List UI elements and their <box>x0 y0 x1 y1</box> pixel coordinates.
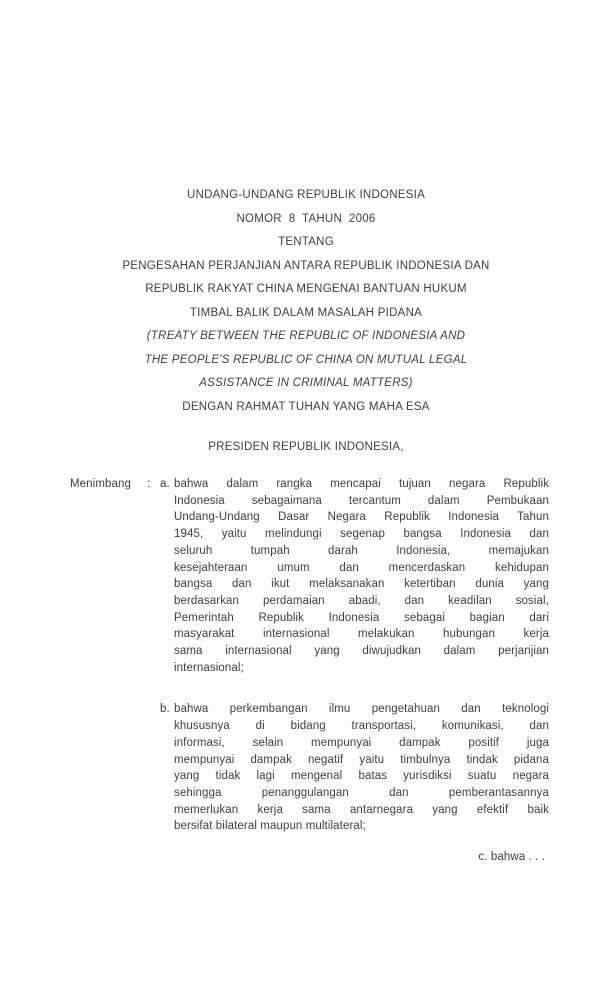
page-catchword: c. bahwa . . . <box>478 851 545 863</box>
item-a-line: masyarakat internasional melakukan hubungan kerja <box>174 628 549 641</box>
law-number-line: NOMOR 8 TAHUN 2006 <box>236 212 376 225</box>
item-a-line: seluruh tumpah darah Indonesia, memajukan <box>174 544 549 557</box>
item-a-line: bangsa dan ikut melaksanakan ketertiban dunia yang <box>174 578 549 591</box>
considering-item-b <box>160 701 549 835</box>
subject-line-2: REPUBLIK RAKYAT CHINA MENGENAI BANTUAN HUKUM <box>145 283 467 295</box>
treaty-title-line-3: ASSISTANCE IN CRIMINAL MATTERS) <box>199 377 413 389</box>
item-marker-b: b. <box>160 703 170 716</box>
item-a-line: Indonesia sebagaimana tercantum dalam Pembukaan <box>174 494 549 507</box>
item-b-line: bahwa perkembangan ilmu pengetahuan dan teknologi <box>174 703 549 716</box>
subject-line-1: PENGESAHAN PERJANJIAN ANTARA REPUBLIK INDONESIA DAN <box>122 259 490 272</box>
item-a-line: sama internasional yang diwujudkan dalam perjanjian <box>174 645 549 658</box>
document-title-block <box>0 184 612 396</box>
item-a-line: berdasarkan perdamaian abadi, dan keadilan sosial, <box>174 594 549 607</box>
item-a-line: 1945, yaitu melindungi segenap bangsa Indonesia dan <box>174 528 549 541</box>
considering-section <box>70 476 549 835</box>
treaty-title-line-2: THE PEOPLE'S REPUBLIC OF CHINA ON MUTUAL LEGAL <box>144 353 468 366</box>
subject-line-3: TIMBAL BALIK DALAM MASALAH PIDANA <box>189 306 423 319</box>
item-b-line: mempunyai dampak negatif yaitu timbulnya tindak pidana <box>174 753 549 766</box>
tentang-line: TENTANG <box>278 236 334 248</box>
item-a-line: bahwa dalam rangka mencapai tujuan negara Republik <box>174 478 549 490</box>
item-b-text <box>174 701 549 835</box>
item-b-line: memerlukan kerja sama antarnegara yang efektif baik <box>174 803 549 816</box>
item-a-line-last: internasional; <box>174 661 244 674</box>
preamble-heading: PRESIDEN REPUBLIK INDONESIA, <box>208 441 404 453</box>
treaty-title-line-1: (TREATY BETWEEN THE REPUBLIC OF INDONESIA AND <box>146 330 466 342</box>
item-b-line: informasi, selain mempunyai dampak positif juga <box>174 736 549 749</box>
item-a-line: kesejahteraan umum dan mencerdaskan kehidupan <box>174 561 549 574</box>
considering-item-a <box>160 476 549 676</box>
invocation-line: DENGAN RAHMAT TUHAN YANG MAHA ESA <box>182 401 430 413</box>
item-b-line: yang tidak lagi mengenal batas yurisdiksi suatu negara <box>174 770 549 783</box>
item-marker-a: a. <box>160 478 170 490</box>
item-b-line: sehingga penanggulangan dan pemberantasannya <box>174 786 549 799</box>
considering-items <box>160 476 549 835</box>
considering-separator: : <box>147 478 151 490</box>
law-title-line: UNDANG-UNDANG REPUBLIK INDONESIA <box>186 189 426 201</box>
item-b-line-last: bersifat bilateral maupun multilateral; <box>174 820 366 833</box>
item-a-line: Pemerintah Republik Indonesia sebagai bagian dari <box>174 611 549 624</box>
item-a-text <box>174 476 549 676</box>
item-a-line: Undang-Undang Dasar Negara Republik Indonesia Tahun <box>174 511 549 524</box>
item-b-line: khususnya di bidang transportasi, komunikasi, dan <box>174 720 549 733</box>
considering-label: Menimbang <box>70 478 131 490</box>
